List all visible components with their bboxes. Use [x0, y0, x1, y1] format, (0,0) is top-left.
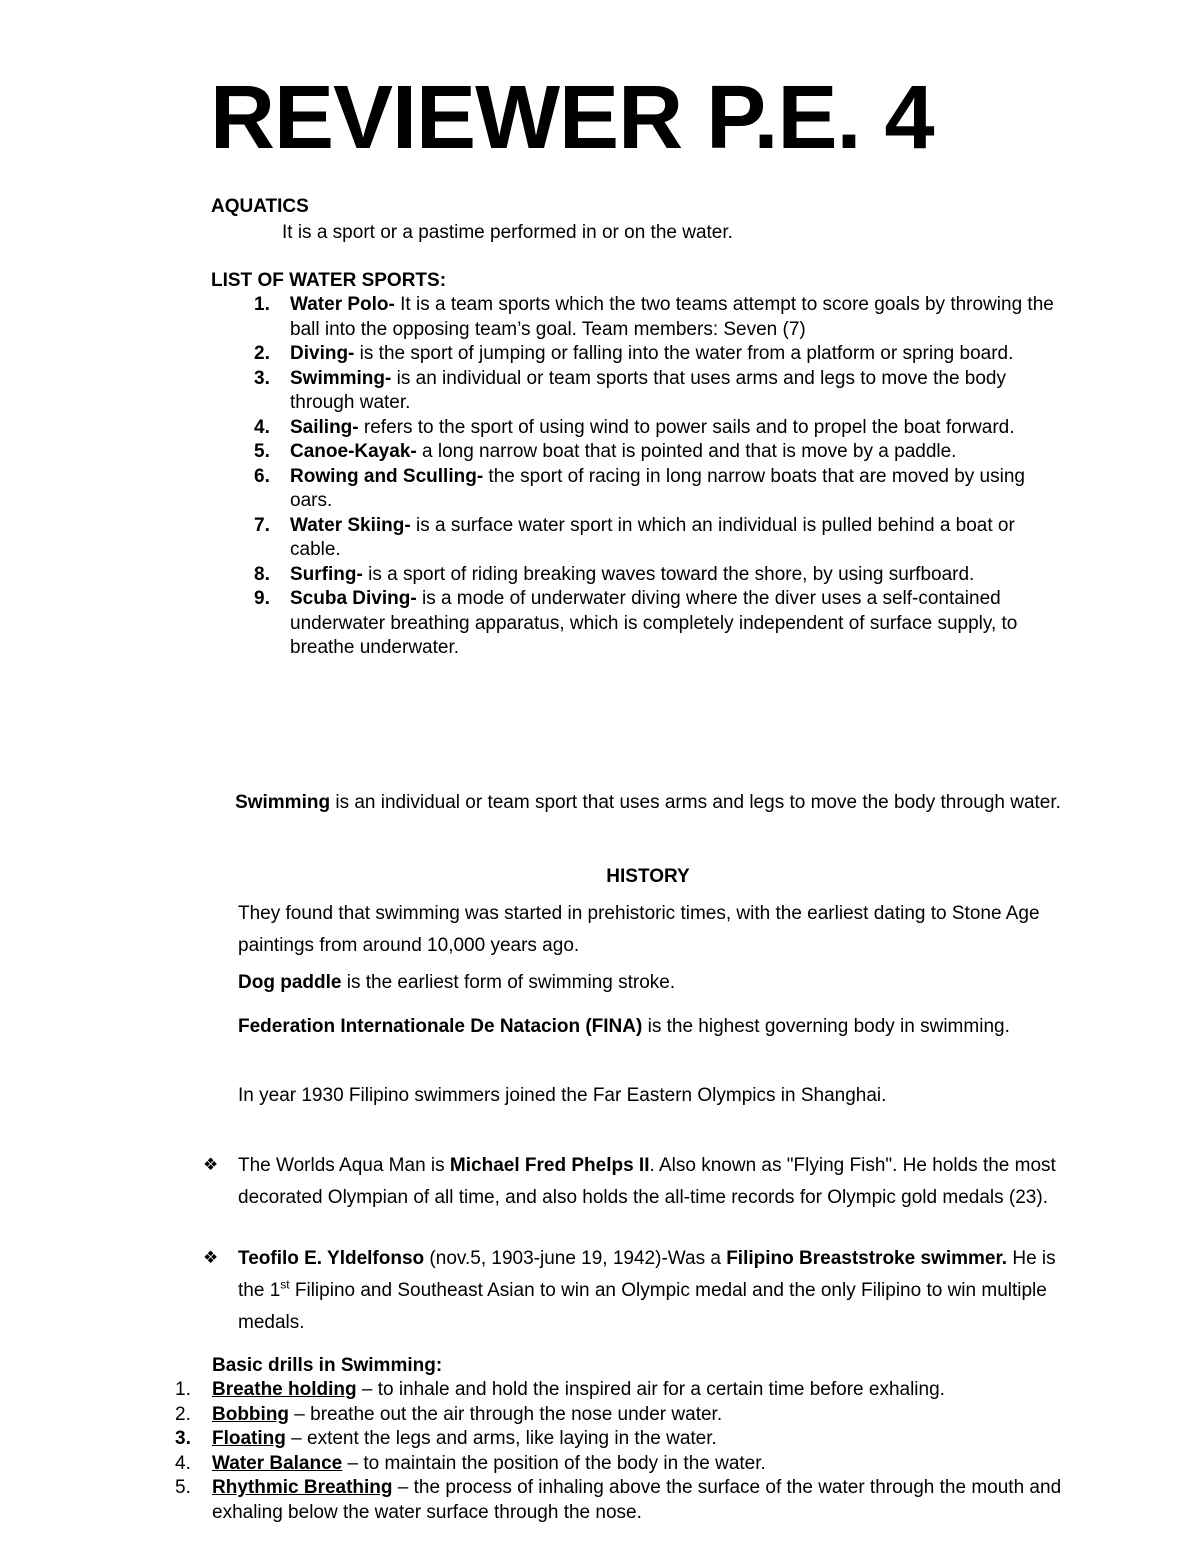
list-item: 9. Scuba Diving- is a mode of underwater diving where the diver uses a self-contained underwater breathing apparatus, which is completely independent of surface supply, to breathe underwater.	[254, 588, 1018, 658]
history-paragraph: Federation Internationale De Natacion (FINA) is the highest governing body in swimming.	[238, 1016, 1010, 1037]
page-title: REVIEWER P.E. 4	[210, 68, 934, 168]
water-sports-heading: LIST OF WATER SPORTS:	[211, 270, 447, 291]
list-item: 2. Bobbing – breathe out the air through the nose under water.	[175, 1403, 723, 1425]
swimming-definition: Swimming is an individual or team sport that uses arms and legs to move the body through water.	[235, 792, 1061, 813]
list-item: 3. Swimming- is an individual or team sports that uses arms and legs to move the body through water.	[254, 367, 1006, 413]
list-item: 1. Breathe holding – to inhale and hold the inspired air for a certain time before exhaling.	[175, 1379, 945, 1400]
history-paragraph: They found that swimming was started in prehistoric times, with the earliest dating to Stone Age paintings from around 10,000 years ago.	[238, 903, 1040, 956]
history-heading: HISTORY	[606, 866, 690, 887]
bullet-paragraph: Teofilo E. Yldelfonso (nov.5, 1903-june 19, 1942)-Was a Filipino Breaststroke swimmer. He is the 1st Filipino and Southeast Asian to win an Olympic medal and the only Filipino to win multiple medals.	[238, 1248, 1056, 1333]
list-item: 8. Surfing- is a sport of riding breaking waves toward the shore, by using surfboard.	[254, 563, 975, 585]
aquatics-definition: It is a sport or a pastime performed in or on the water.	[282, 222, 733, 243]
water-sports-list	[254, 293, 1054, 661]
list-item: 5. Rhythmic Breathing – the process of inhaling above the surface of the water through the mouth and exhaling below the water surface through the nose.	[175, 1477, 1062, 1523]
list-item: 1. Water Polo- It is a team sports which the two teams attempt to score goals by throwing the ball into the opposing team’s goal. Team members: Seven (7)	[254, 294, 1054, 340]
list-item: 4. Water Balance – to maintain the position of the body in the water.	[175, 1452, 766, 1474]
history-paragraph: In year 1930 Filipino swimmers joined the Far Eastern Olympics in Shanghai.	[238, 1085, 887, 1106]
diamond-bullet-icon: ❖	[203, 1248, 219, 1267]
bullet-paragraph: The Worlds Aqua Man is Michael Fred Phelps II. Also known as "Flying Fish". He holds the most decorated Olympian of all time, and also holds the all-time records for Olympic gold medals (23).	[238, 1155, 1056, 1208]
list-item: 4. Sailing- refers to the sport of using wind to power sails and to propel the boat forward.	[254, 416, 1015, 438]
diamond-bullet-icon: ❖	[203, 1155, 219, 1174]
list-item: 6. Rowing and Sculling- the sport of racing in long narrow boats that are moved by using oars.	[254, 465, 1025, 511]
list-item: 3. Floating – extent the legs and arms, like laying in the water.	[175, 1428, 717, 1449]
drills-heading: Basic drills in Swimming:	[212, 1355, 443, 1376]
drills-list	[175, 1378, 1075, 1525]
aquatics-heading: AQUATICS	[211, 196, 309, 217]
history-paragraph: Dog paddle is the earliest form of swimming stroke.	[238, 972, 676, 993]
list-item: 7. Water Skiing- is a surface water sport in which an individual is pulled behind a boat or cable.	[254, 514, 1015, 560]
list-item: 2. Diving- is the sport of jumping or falling into the water from a platform or spring board.	[254, 343, 1014, 364]
list-item: 5. Canoe-Kayak- a long narrow boat that is pointed and that is move by a paddle.	[254, 441, 957, 462]
